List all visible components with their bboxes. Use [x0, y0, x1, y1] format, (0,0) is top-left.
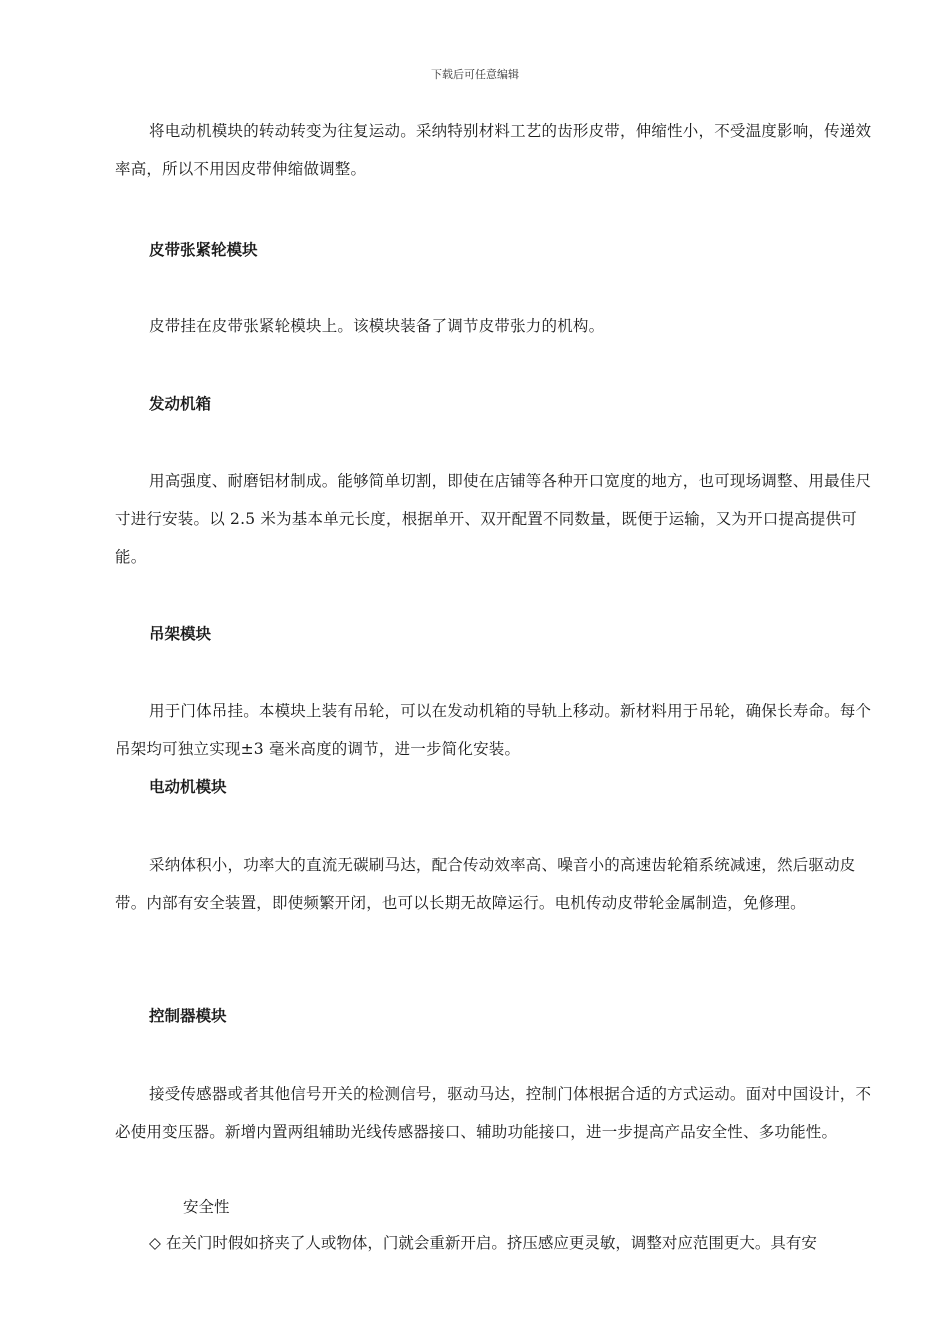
tensioner-paragraph: 皮带挂在皮带张紧轮模块上。该模块装备了调节皮带张力的机构。	[149, 317, 605, 335]
engine-box-heading: 发动机箱	[149, 395, 212, 413]
controller-heading: 控制器模块	[149, 1007, 227, 1025]
controller-paragraph: 接受传感器或者其他信号开关的检测信号，驱动马达，控制门体根据合适的方式运动。面对中国设计，不必使用变压器。新增内置两组辅助光线传感器接口、辅助功能接口，进一步提高产品安全性、多功能性。	[115, 1085, 872, 1141]
hanger-paragraph: 用于门体吊挂。本模块上装有吊轮，可以在发动机箱的导轨上移动。新材料用于吊轮，确保长寿命。每个吊架均可独立实现±3 毫米高度的调节，进一步简化安装。	[115, 702, 872, 758]
hanger-heading: 吊架模块	[149, 625, 212, 643]
safety-title: 安全性	[183, 1198, 230, 1216]
engine-box-paragraph: 用高强度、耐磨铝材制成。能够简单切割，即使在店铺等各种开口宽度的地方，也可现场调整、用最佳尺寸进行安装。以 2.5 米为基本单元长度，根据单开、双开配置不同数量，既便于运输，又为开口提高提供可能。	[115, 472, 872, 566]
motor-paragraph: 采纳体积小，功率大的直流无碳刷马达，配合传动效率高、噪音小的高速齿轮箱系统减速，然后驱动皮带。内部有安全装置，即使频繁开闭，也可以长期无故障运行。电机传动皮带轮金属制造，免修理。	[115, 856, 856, 912]
motor-heading: 电动机模块	[149, 778, 227, 796]
tensioner-heading: 皮带张紧轮模块	[149, 241, 258, 259]
safety-item: ◇ 在关门时假如挤夹了人或物体，门就会重新开启。挤压感应更灵敏，调整对应范围更大。具有安	[149, 1234, 817, 1252]
belt-module-paragraph: 将电动机模块的转动转变为往复运动。采纳特别材料工艺的齿形皮带，伸缩性小，不受温度影响，传递效率高，所以不用因皮带伸缩做调整。	[115, 122, 872, 178]
header-note: 下载后可任意编辑	[431, 68, 519, 81]
